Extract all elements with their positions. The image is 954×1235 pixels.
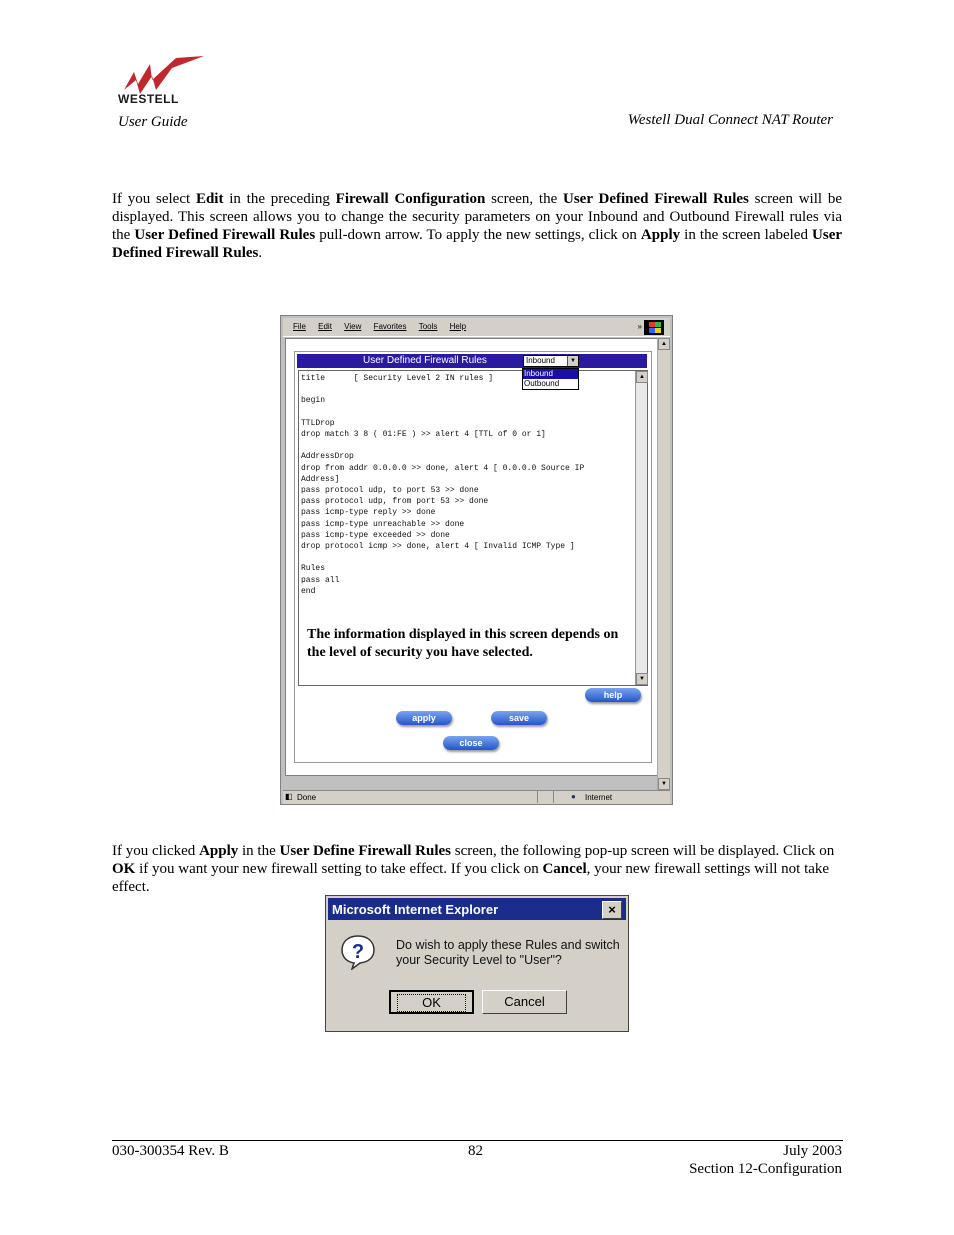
svg-text:?: ? [351,941,365,963]
globe-icon: ● [571,792,576,801]
panel-title: User Defined Firewall Rules [363,355,487,366]
rules-code-line: drop from addr 0.0.0.0 >> done, alert 4 [ 0.0.0.0 Source IP [301,463,585,473]
menu-tools[interactable]: Tools [418,322,438,331]
rules-code-line: pass protocol udp, from port 53 >> done [301,497,489,507]
rules-code-line [301,384,631,395]
header-product-name: Westell Dual Connect NAT Router [627,112,833,128]
dropdown-arrow-icon[interactable]: ▼ [567,356,578,366]
page-content [285,338,659,776]
option-outbound[interactable]: Outbound [524,379,560,388]
header-user-guide: User Guide [118,114,188,130]
direction-select-value: Inbound [526,356,555,365]
menu-bar [283,318,670,337]
status-zone: Internet [585,793,613,802]
status-bar [283,790,670,804]
confirm-dialog [325,895,629,1032]
menu-help[interactable]: Help [449,322,467,331]
menu-file[interactable]: File [293,322,306,331]
page-scroll-up-icon[interactable]: ▲ [658,338,670,350]
direction-select[interactable] [523,355,579,367]
save-button[interactable]: save [491,711,547,725]
rules-textarea[interactable] [298,370,648,686]
apply-paragraph: If you clicked Apply in the User Define Firewall Rules screen, the following pop-up screen will be displayed. Click on OK if you want your new firewall setting to take effect. If you click on Cancel, your new firewall settings will not take effect. [112,843,835,895]
rules-code-line [301,440,631,451]
footer-doc-number: 030-300354 Rev. B [112,1143,229,1159]
footer-rule [112,1140,843,1141]
footer-page-number: 82 [468,1143,483,1159]
page-scrollbar[interactable] [657,338,670,790]
rules-code-line: pass all [301,575,340,585]
dialog-message: Do wish to apply these Rules and switch your Security Level to "User"? [396,938,620,967]
rules-code-line [301,552,631,563]
security-note: The information displayed in this screen depends on the level of security you have selected. [307,627,619,660]
ok-button[interactable]: OK [389,990,474,1014]
footer-section: Section 12-Configuration [689,1161,842,1177]
menu-view[interactable]: View [344,322,362,331]
apply-button[interactable]: apply [396,711,452,725]
menu-chevron-icon[interactable]: » [637,322,642,331]
question-icon [340,934,376,970]
rules-code-line: begin [301,396,326,406]
panel-title-bar [297,354,647,368]
rules-code-line: title [ Security Level 2 IN rules ] [301,374,494,383]
rules-code-line: pass icmp-type exceeded >> done [301,530,450,540]
dialog-title: Microsoft Internet Explorer [332,902,499,917]
help-button[interactable]: help [585,688,641,702]
rules-code-line: pass protocol udp, to port 53 >> done [301,486,479,496]
logo-wordmark: WESTELL [118,92,179,106]
rules-code-line: TTLDrop [301,418,335,428]
close-button[interactable]: close [443,736,499,750]
footer-date: July 2003 [783,1143,842,1159]
rules-code-line: drop protocol icmp >> done, alert 4 [ Invalid ICMP Type ] [301,542,575,552]
rules-code-line: Rules [301,564,326,574]
dialog-title-bar [328,898,626,920]
scroll-down-icon[interactable]: ▼ [636,673,648,685]
rules-code-line: Address] [301,474,340,484]
option-inbound[interactable]: Inbound [523,369,578,379]
page-icon: ◧ [285,792,293,801]
menu-favorites[interactable]: Favorites [373,322,407,331]
page-scroll-down-icon[interactable]: ▼ [658,778,670,790]
menu-edit[interactable]: Edit [318,322,332,331]
status-done: Done [297,793,317,802]
scroll-up-icon[interactable]: ▲ [636,371,648,383]
firewall-rules-panel [294,351,652,763]
rules-code-line: AddressDrop [301,452,354,462]
browser-window [280,315,673,805]
rules-code-line: pass icmp-type reply >> done [301,508,436,518]
cancel-button[interactable]: Cancel [482,990,567,1014]
windows-logo-icon [644,320,664,335]
rules-code-line [301,407,631,418]
close-icon[interactable]: × [602,901,622,919]
rules-code [301,373,631,597]
rules-code-line: pass icmp-type unreachable >> done [301,519,465,529]
rules-code-line: end [301,586,316,596]
rules-code-line: drop match 3 8 ( 01:FE ) >> alert 4 [TTL of 0 or 1] [301,430,546,440]
intro-paragraph: If you select Edit in the preceding Firewall Configuration screen, the User Defined Firewall Rules screen will be displayed. This screen allows you to change the security parameters on your Inbound and Outbound Firewall rules via the User Defined Firewall Rules pull-down arrow. To apply the new settings, click on Apply in the screen labeled User Defined Firewall Rules. [112,191,843,261]
direction-dropdown-list [522,368,579,390]
